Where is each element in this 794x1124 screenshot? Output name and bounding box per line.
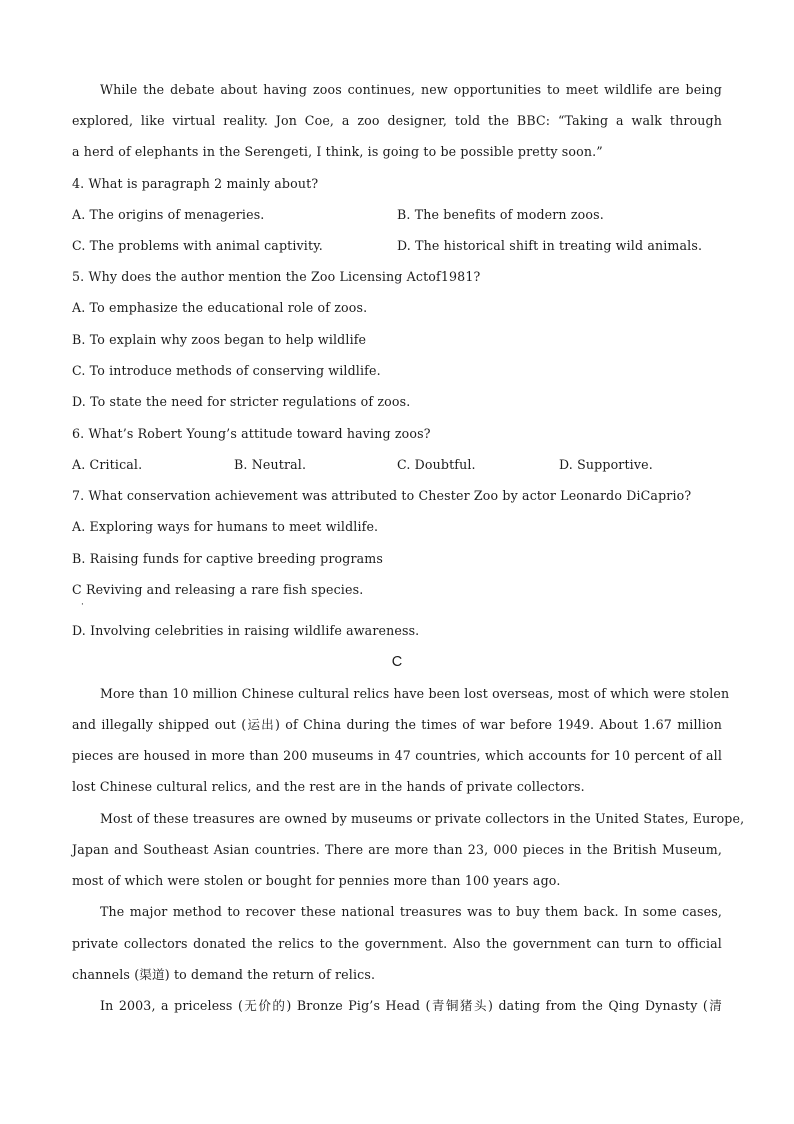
text-line	[100, 998, 722, 1014]
option-d: D. The historical shift in treating wild animals.	[397, 238, 703, 253]
option-a: A. The origins of menageries.	[72, 207, 265, 222]
option-d: D. To state the need for stricter regulations of zoos.	[72, 394, 411, 409]
option-b: B. Raising funds for captive breeding programs	[72, 551, 384, 566]
option-a: A. Exploring ways for humans to meet wildlife.	[72, 519, 379, 534]
option-c: C. To introduce methods of conserving wildlife.	[72, 363, 381, 378]
text-line-content: Japan and Southeast Asian countries. There are more than 23, 000 pieces in the British Museum,	[72, 842, 722, 857]
question-stem: 4. What is paragraph 2 mainly about?	[72, 176, 319, 191]
option-c: C. Doubtful.	[397, 457, 476, 472]
text-line	[100, 686, 730, 702]
text-line	[100, 904, 722, 920]
text-line-content: In 2003, a priceless (无价的) Bronze Pig’s Head (青铜猪头) dating from the Qing Dynasty (清	[100, 998, 722, 1013]
option-c: C. The problems with animal captivity.	[72, 238, 323, 253]
text-line	[72, 113, 722, 129]
text-line-content: More than 10 million Chinese cultural relics have been lost overseas, most of which were stolen	[100, 686, 730, 701]
text-line	[100, 82, 722, 98]
text-line: channels (渠道) to demand the return of relics.	[72, 967, 376, 982]
text-line-content: The major method to recover these national treasures was to buy them back. In some cases,	[100, 904, 722, 919]
option-a: A. To emphasize the educational role of zoos.	[72, 300, 368, 315]
text-line-content: Most of these treasures are owned by museums or private collectors in the United States, Europe,	[100, 811, 745, 826]
option-b: B. Neutral.	[234, 457, 307, 472]
stray-mark: ·	[81, 600, 84, 610]
text-line: a herd of elephants in the Serengeti, I think, is going to be possible pretty soon.”	[72, 144, 603, 159]
text-line	[72, 717, 722, 733]
text-line	[72, 842, 722, 858]
text-line: most of which were stolen or bought for pennies more than 100 years ago.	[72, 873, 561, 888]
text-line	[72, 936, 722, 952]
text-line	[100, 811, 745, 827]
text-line-content: and illegally shipped out (运出) of China during the times of war before 1949. About 1.67 million	[72, 717, 722, 732]
option-d: D. Involving celebrities in raising wildlife awareness.	[72, 623, 420, 638]
option-b: B. To explain why zoos began to help wildlife	[72, 332, 367, 347]
option-b: B. The benefits of modern zoos.	[397, 207, 604, 222]
text-line-content: pieces are housed in more than 200 museums in 47 countries, which accounts for 10 percent of all	[72, 748, 722, 763]
text-line	[72, 748, 722, 764]
option-d: D. Supportive.	[559, 457, 653, 472]
text-line-content: private collectors donated the relics to the government. Also the government can turn to official	[72, 936, 722, 951]
option-a: A. Critical.	[72, 457, 143, 472]
option-c: C Reviving and releasing a rare fish species.	[72, 582, 364, 597]
text-line: lost Chinese cultural relics, and the rest are in the hands of private collectors.	[72, 779, 585, 794]
text-line-content: While the debate about having zoos continues, new opportunities to meet wildlife are being	[100, 82, 722, 97]
question-stem: 7. What conservation achievement was attributed to Chester Zoo by actor Leonardo DiCaprio?	[72, 488, 692, 503]
section-heading: C	[391, 654, 403, 670]
question-stem: 5. Why does the author mention the Zoo Licensing Actof1981?	[72, 269, 481, 284]
question-stem: 6. What’s Robert Young’s attitude toward having zoos?	[72, 426, 431, 441]
text-line-content: explored, like virtual reality. Jon Coe, a zoo designer, told the BBC: “Taking a walk through	[72, 113, 722, 128]
